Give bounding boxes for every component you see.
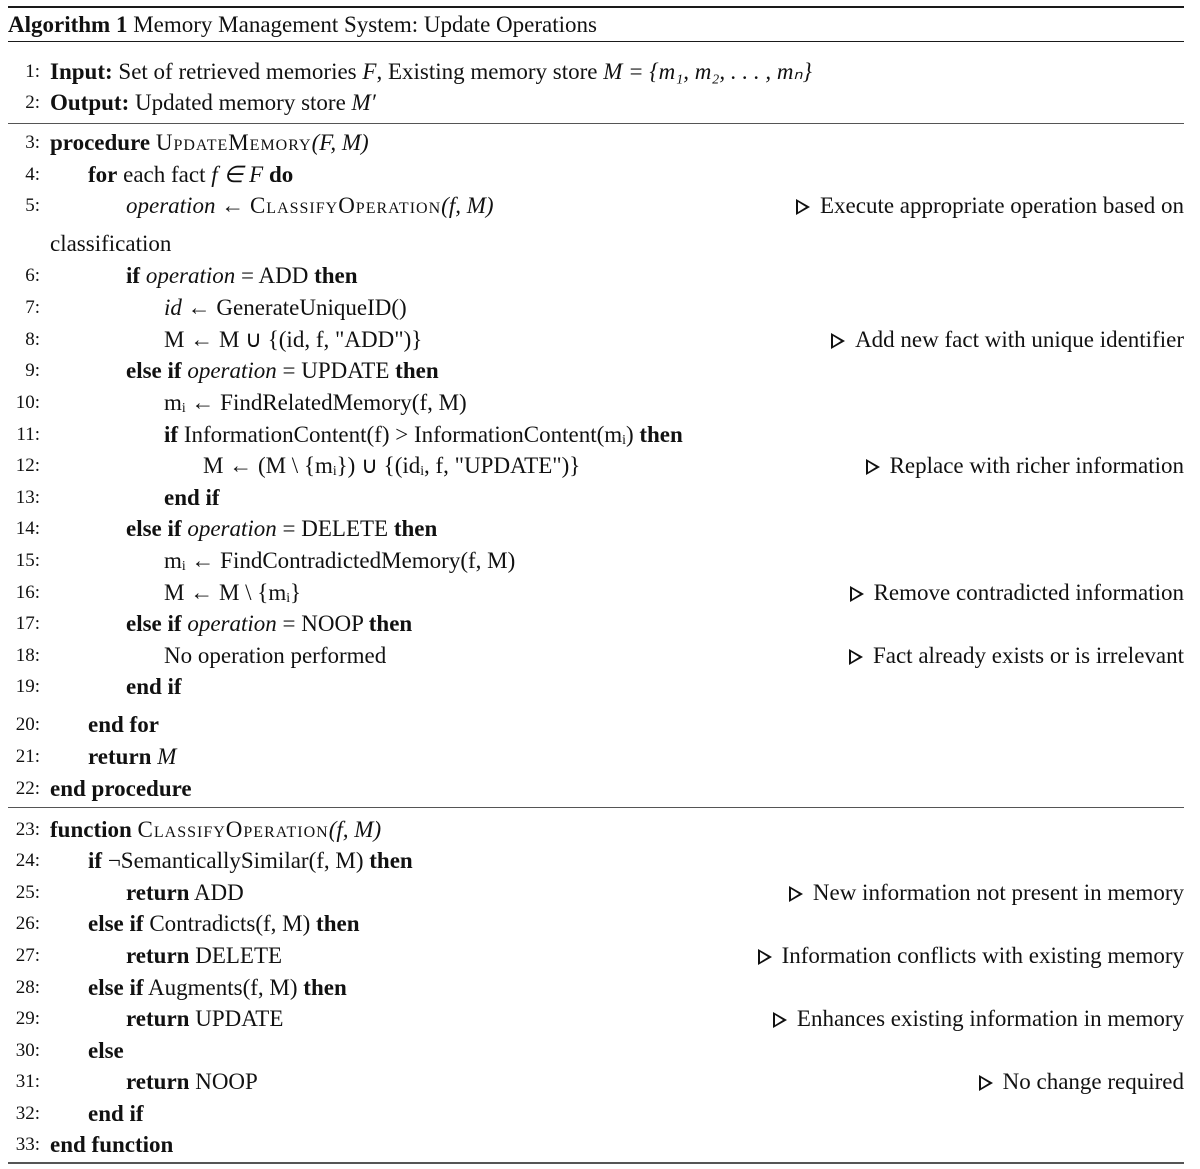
line-code [126,514,437,544]
keyword: if [164,422,179,447]
line-number: 11: [16,424,40,445]
line-number: 20: [15,714,40,735]
line-code [50,88,376,118]
line-number: 25: [15,882,40,903]
line-code [88,160,293,190]
line-text: UPDATE [195,1006,284,1031]
line-number: 30: [15,1040,40,1061]
algo-line [0,128,1184,158]
keyword: else if [88,975,144,1000]
algo-line [0,909,1184,939]
comment-text: Add new fact with unique identifier [855,327,1184,352]
line-text: Updated memory store [135,90,346,115]
algo-line [0,1067,1184,1097]
comment [796,191,1184,221]
line-number: 3: [25,132,40,153]
line-number: 15: [15,550,40,571]
line-number: 32: [15,1103,40,1124]
math-expression: mᵢ ← FindContradictedMemory(f, M) [164,548,516,573]
comment-text: Replace with richer information [889,453,1184,478]
comment [849,641,1184,671]
line-number: 7: [25,297,40,318]
keyword: end if [88,1101,144,1126]
line-text: Contradicts(f, M) [149,911,311,936]
line-code [164,420,683,450]
comment-text: Enhances existing information in memory [796,1006,1184,1031]
algo-line [0,815,1184,845]
keyword: else if [126,611,182,636]
keyword: then [303,975,347,1000]
algo-line [0,57,1184,87]
algo-line [0,1130,1184,1160]
math-expression: M ← M ∪ {(id, f, "ADD")} [164,327,423,352]
line-number: 23: [15,819,40,840]
line-number: 33: [15,1134,40,1155]
line-code [126,941,282,971]
comment-text: Fact already exists or is irrelevant [872,643,1184,668]
keyword: then [368,611,413,636]
line-number: 9: [25,360,40,381]
line-text: each fact [123,162,206,187]
line-text: ¬SemanticallySimilar(f, M) [107,848,364,873]
line-number: 12: [15,455,40,476]
comment [773,1004,1184,1034]
algo-line [0,388,1184,418]
line-text: = ADD [241,263,309,288]
line-number: 17: [15,613,40,634]
comment [866,451,1184,481]
comment-triangle-icon [849,649,863,665]
line-text: , Existing memory store [376,59,598,84]
keyword: end for [88,712,159,737]
algo-line [0,325,1184,355]
bottom-rule [8,1162,1184,1164]
comment-text: New information not present in memory [812,880,1184,905]
variable: operation [145,263,236,288]
keyword: else [88,1038,124,1063]
algo-line [0,672,1184,702]
keyword: then [316,911,360,936]
keyword: if [126,263,141,288]
algo-line [0,88,1184,118]
keyword: return [126,943,190,968]
line-text: InformationContent(f) > InformationContent(mᵢ) [183,422,634,447]
algo-line [0,451,1184,481]
algo-line [0,1036,1184,1066]
keyword: for [88,162,118,187]
line-number: 6: [25,265,40,286]
line-code [88,846,413,876]
algo-line [0,846,1184,876]
line-number: 27: [15,945,40,966]
arguments: (f, M) [328,817,382,842]
keyword: return [126,880,190,905]
comment-triangle-icon [773,1012,787,1028]
keyword: if [88,848,103,873]
comment [758,941,1184,971]
algo-line [0,160,1184,190]
comment-triangle-icon [796,199,810,215]
comment [979,1067,1184,1097]
keyword: end if [164,485,220,510]
algo-line [0,1004,1184,1034]
function-name: ClassifyOperation [249,193,442,218]
line-number: 19: [15,676,40,697]
algo-line [0,973,1184,1003]
line-code [126,261,358,291]
arguments: (f, M) [441,193,494,218]
line-number: 8: [25,329,40,350]
variable: operation [187,516,277,541]
line-code [126,609,412,639]
algo-line [0,578,1184,608]
variable: operation [126,193,216,218]
line-number: 31: [15,1071,40,1092]
line-number: 16: [15,582,40,603]
line-code [126,878,244,908]
variable: operation [187,611,277,636]
line-number: 22: [15,778,40,799]
function-name: ClassifyOperation [137,817,329,842]
arguments: (F, M) [311,130,369,155]
line-text: = UPDATE [282,358,390,383]
algo-line-continuation [0,229,1184,259]
line-number: 28: [15,977,40,998]
math-expression: M = {m₁, m₂, . . . , mₙ} [603,59,812,84]
assign-arrow: ← [221,193,245,218]
keyword: end if [126,674,182,699]
line-number: 26: [15,913,40,934]
line-text: Set of retrieved memories [118,59,357,84]
variable: M [157,744,177,769]
line-text: ADD [193,880,244,905]
keyword: return [126,1069,190,1094]
caption-label: Algorithm 1 [8,12,128,37]
line-text: No operation performed [164,643,387,668]
keyword: return [88,744,152,769]
comment [850,578,1184,608]
comment-triangle-icon [979,1075,993,1091]
algo-line [0,941,1184,971]
variable: M′ [351,90,376,115]
keyword: else if [88,911,144,936]
line-text: ← GenerateUniqueID() [187,295,407,320]
keyword: else if [126,358,182,383]
line-code [50,128,369,158]
keyword: then [369,848,413,873]
keyword: Input: [50,59,113,84]
line-code [126,356,439,386]
line-code [126,191,494,221]
variable: F [362,59,377,84]
line-text: = DELETE [282,516,389,541]
line-number: 24: [15,850,40,871]
keyword: then [395,358,439,383]
line-code [50,57,812,87]
line-number: 14: [15,518,40,539]
algo-line [0,710,1184,740]
caption-rule [8,41,1184,42]
algo-line [0,742,1184,772]
keyword: function [50,817,132,842]
line-code [88,973,347,1003]
comment-triangle-icon [850,586,864,602]
line-code [164,293,407,323]
line-code [50,815,381,845]
section-rule [8,123,1184,124]
line-text: DELETE [195,943,283,968]
line-code [88,742,176,772]
algo-line [0,1099,1184,1129]
keyword: then [393,516,438,541]
comment-triangle-icon [866,459,880,475]
keyword: return [126,1006,190,1031]
line-number: 1: [25,61,40,82]
comment-triangle-icon [789,886,803,902]
algo-line [0,878,1184,908]
line-number: 5: [25,195,40,216]
keyword: else if [126,516,182,541]
keyword: end procedure [50,776,192,801]
algo-line [0,191,1184,221]
algo-line [0,483,1184,513]
math-expression: M ← M \ {mᵢ} [164,580,302,605]
comment [789,878,1184,908]
keyword: then [314,263,358,288]
line-number: 13: [15,487,40,508]
line-number: 10: [15,392,40,413]
comment-text: Execute appropriate operation based on [819,193,1184,218]
section-rule [8,807,1184,808]
comment-continuation: classification [50,231,172,256]
keyword: end function [50,1132,174,1157]
keyword: procedure [50,130,151,155]
comment-triangle-icon [758,949,772,965]
comment-text: Remove contradicted information [873,580,1184,605]
line-code [88,909,359,939]
procedure-name: UpdateMemory [155,130,312,155]
algo-line [0,609,1184,639]
algo-line [0,293,1184,323]
keyword: do [268,162,294,187]
variable: id [164,295,182,320]
keyword: then [639,422,683,447]
line-code [126,1067,258,1097]
line-number: 21: [15,746,40,767]
math-expression: f ∈ F [211,162,264,187]
math-expression: M ← (M \ {mᵢ}) ∪ {(idᵢ, f, "UPDATE")} [203,453,581,478]
line-number: 4: [25,164,40,185]
comment-text: Information conflicts with existing memory [781,943,1184,968]
algo-line [0,514,1184,544]
line-number: 29: [15,1008,40,1029]
line-number: 2: [25,92,40,113]
math-expression: mᵢ ← FindRelatedMemory(f, M) [164,390,467,415]
line-code [126,1004,283,1034]
caption-title: Memory Management System: Update Operations [133,12,597,37]
keyword: Output: [50,90,130,115]
variable: operation [187,358,277,383]
algorithm-caption [8,8,597,41]
algo-line [0,774,1184,804]
line-number: 18: [15,645,40,666]
comment-text: No change required [1002,1069,1184,1094]
line-text: NOOP [195,1069,258,1094]
algo-line [0,356,1184,386]
algo-line [0,641,1184,671]
comment-triangle-icon [831,333,845,349]
algo-line [0,420,1184,450]
line-text: = NOOP [282,611,364,636]
line-text: Augments(f, M) [148,975,298,1000]
algo-line [0,261,1184,291]
algo-line [0,546,1184,576]
comment [831,325,1184,355]
